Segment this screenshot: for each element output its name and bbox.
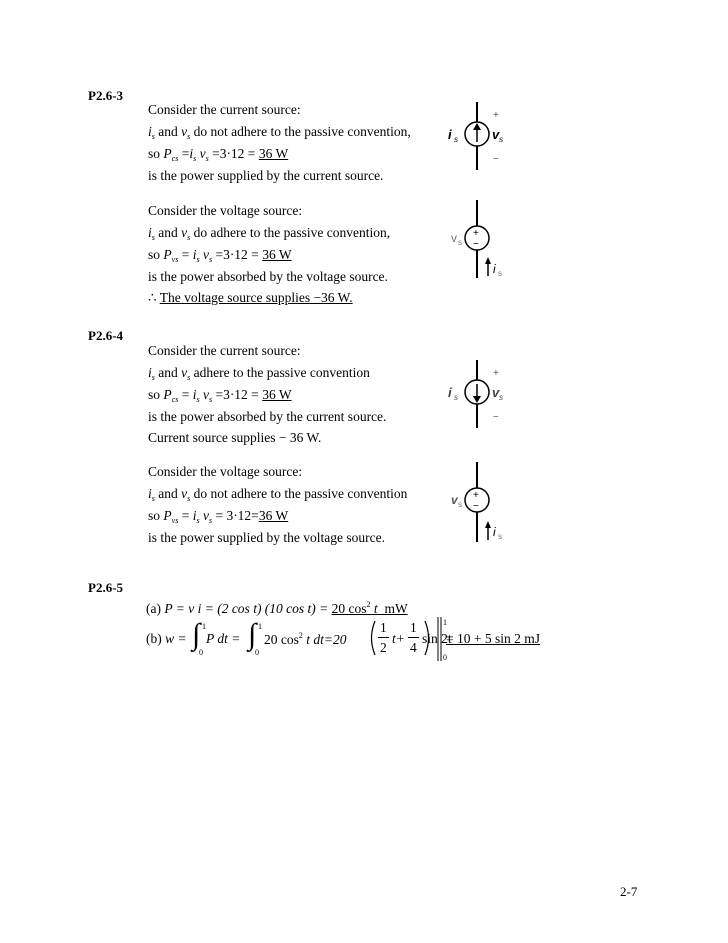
answer: 36 W xyxy=(258,508,289,523)
text-line: is the power absorbed by the current source. xyxy=(148,409,387,424)
answer-var: t xyxy=(373,601,378,616)
text-line xyxy=(148,387,292,404)
text-line xyxy=(148,290,353,306)
subscript: s xyxy=(208,395,213,404)
text-line: Consider the voltage source: xyxy=(148,464,303,479)
vs-label: v xyxy=(492,385,500,400)
subscript: s xyxy=(196,516,200,525)
problem-label-p2-6-4: P2.6-4 xyxy=(88,328,124,343)
text: =3·12 = xyxy=(215,387,259,402)
var-v: v xyxy=(202,387,209,402)
integrand: P dt = xyxy=(206,631,241,646)
text-line: Consider the current source: xyxy=(148,102,301,117)
equation-b-tag xyxy=(146,631,187,647)
vs-sub: s xyxy=(458,238,462,247)
part-tag: (b) xyxy=(146,631,162,646)
var-v: v xyxy=(202,247,209,262)
integral-lower-limit: 0 xyxy=(255,648,259,657)
text: so xyxy=(148,387,161,402)
fraction-den: 2 xyxy=(380,640,387,655)
text: adhere to the passive convention xyxy=(193,365,370,380)
subscript: s xyxy=(205,154,209,163)
is-label: i xyxy=(448,127,452,142)
text-line: Current source supplies − 36 W. xyxy=(148,430,322,445)
text: and xyxy=(158,486,178,501)
answer: 36 W xyxy=(262,387,292,402)
subscript: s xyxy=(151,373,155,382)
text: =3·12 = xyxy=(215,247,259,262)
text-line: is the power supplied by the voltage source. xyxy=(148,530,385,545)
fraction-bar xyxy=(408,637,419,638)
integrand-text: 20 cos xyxy=(264,632,299,647)
var-w: w = xyxy=(165,631,187,646)
vs-label: v xyxy=(451,493,458,507)
answer-unit: mW xyxy=(384,601,408,616)
var-P: P xyxy=(163,146,172,161)
var-v: v xyxy=(199,146,206,161)
text-line: is the power absorbed by the voltage source. xyxy=(148,269,388,284)
is-sub: s xyxy=(498,532,502,541)
text: so xyxy=(148,247,161,262)
var-P: P xyxy=(163,387,172,402)
text: = xyxy=(181,508,190,523)
problem-label-p2-6-5: P2.6-5 xyxy=(88,580,124,595)
current-source-circuit xyxy=(448,360,518,430)
minus-sign: − xyxy=(473,239,479,250)
text: = xyxy=(181,247,190,262)
voltage-source-circuit xyxy=(448,200,518,280)
var-v: v xyxy=(181,486,188,501)
integral-sign: ∫ xyxy=(192,618,201,651)
text: = xyxy=(181,146,190,161)
text: and xyxy=(158,124,178,139)
parenthesis-right xyxy=(423,620,433,656)
text: = 3·12= xyxy=(215,508,259,523)
fraction-den: 4 xyxy=(410,640,417,655)
page-number: 2-7 xyxy=(620,884,638,899)
text: do adhere to the passive convention, xyxy=(193,225,391,240)
subscript: s xyxy=(187,233,191,242)
fraction-bar xyxy=(378,637,389,638)
superscript: 2 xyxy=(298,631,303,640)
var-P: P xyxy=(163,247,172,262)
vs-label: v xyxy=(492,127,500,142)
text-line xyxy=(148,365,370,382)
var-i: i xyxy=(189,146,194,161)
equation-lhs: P = v i = (2 cos t) (10 cos t) = xyxy=(164,601,329,616)
current-source-circuit xyxy=(448,102,518,172)
var-v: v xyxy=(181,124,188,139)
text-line: Consider the voltage source: xyxy=(148,203,303,218)
text: and xyxy=(158,365,178,380)
text: so xyxy=(148,146,161,161)
text: =3·12 = xyxy=(212,146,256,161)
integrand xyxy=(264,631,347,648)
is-sub: s xyxy=(498,269,502,278)
answer-text: 20 cos xyxy=(331,601,367,616)
therefore-symbol: ∴ xyxy=(148,290,157,305)
vs-label: v xyxy=(451,231,457,245)
text-line xyxy=(148,225,390,242)
plus-sign: + xyxy=(493,110,499,121)
eval-upper-limit: 1 xyxy=(443,618,447,627)
text: and xyxy=(158,225,178,240)
minus-sign: − xyxy=(493,154,499,165)
text-line xyxy=(148,247,292,264)
var-v: v xyxy=(181,225,188,240)
subscript: s xyxy=(196,255,200,264)
subscript: s xyxy=(187,494,191,503)
var-i: i xyxy=(148,225,152,240)
problem-label-p2-6-3: P2.6-3 xyxy=(88,88,124,103)
var-i: i xyxy=(148,124,152,139)
plus-sign: + xyxy=(493,368,499,379)
minus-sign: − xyxy=(473,501,479,512)
subscript: s xyxy=(187,132,191,141)
subscript: vs xyxy=(171,516,179,525)
var-P: P xyxy=(163,508,172,523)
t-plus: t+ xyxy=(392,631,405,646)
text-line xyxy=(148,146,288,163)
text: = xyxy=(181,387,190,402)
voltage-source-circuit xyxy=(448,462,518,544)
var-i: i xyxy=(148,486,152,501)
var-i: i xyxy=(192,247,197,262)
integral-upper-limit: 1 xyxy=(258,622,262,631)
text-line xyxy=(148,508,288,525)
var-v: v xyxy=(202,508,209,523)
is-label: i xyxy=(493,525,496,539)
integral-upper-limit: 1 xyxy=(202,622,206,631)
plus-sign: + xyxy=(473,490,479,501)
plus-sign: + xyxy=(473,228,479,239)
text-line xyxy=(148,124,411,141)
equation-a xyxy=(146,600,408,617)
parenthesis-left xyxy=(367,620,377,656)
is-label: i xyxy=(448,385,452,400)
sin-term: sin 2t xyxy=(422,631,452,646)
subscript: s xyxy=(151,233,155,242)
text: do not adhere to the passive convention xyxy=(193,486,408,501)
answer: 36 W xyxy=(262,247,292,262)
eval-lower-limit: 0 xyxy=(443,653,447,662)
subscript: s xyxy=(151,494,155,503)
is-sub: s xyxy=(454,135,458,144)
subscript: s xyxy=(193,154,197,163)
subscript: cs xyxy=(171,395,179,404)
vs-sub: s xyxy=(499,135,503,144)
answer: 36 W xyxy=(258,146,289,161)
subscript: s xyxy=(151,132,155,141)
integrand-text: t dt=20 xyxy=(306,632,347,647)
vs-sub: s xyxy=(458,500,462,509)
text-line: is the power supplied by the current source. xyxy=(148,168,384,183)
minus-sign: − xyxy=(493,412,499,423)
subscript: s xyxy=(196,395,200,404)
answer: = 10 + 5 sin 2 mJ xyxy=(446,631,540,646)
text-line xyxy=(148,486,407,503)
answer: The voltage source supplies −36 W. xyxy=(159,290,353,305)
subscript: s xyxy=(187,373,191,382)
subscript: s xyxy=(208,255,213,264)
integral-sign: ∫ xyxy=(248,618,257,651)
text: do not adhere to the passive convention, xyxy=(193,124,411,139)
var-i: i xyxy=(192,508,197,523)
is-label: i xyxy=(493,262,496,276)
part-tag: (a) xyxy=(146,601,161,616)
superscript: 2 xyxy=(366,600,371,609)
subscript: s xyxy=(208,516,213,525)
vs-sub: s xyxy=(499,393,503,402)
var-i: i xyxy=(148,365,152,380)
answer xyxy=(332,601,408,616)
var-i: i xyxy=(192,387,197,402)
var-v: v xyxy=(181,365,188,380)
subscript: vs xyxy=(171,255,179,264)
is-sub: s xyxy=(454,393,458,402)
text-line: Consider the current source: xyxy=(148,343,301,358)
subscript: cs xyxy=(171,154,179,163)
fraction-num: 1 xyxy=(410,620,417,635)
fraction-num: 1 xyxy=(380,620,387,635)
integral-lower-limit: 0 xyxy=(199,648,203,657)
text: so xyxy=(148,508,161,523)
